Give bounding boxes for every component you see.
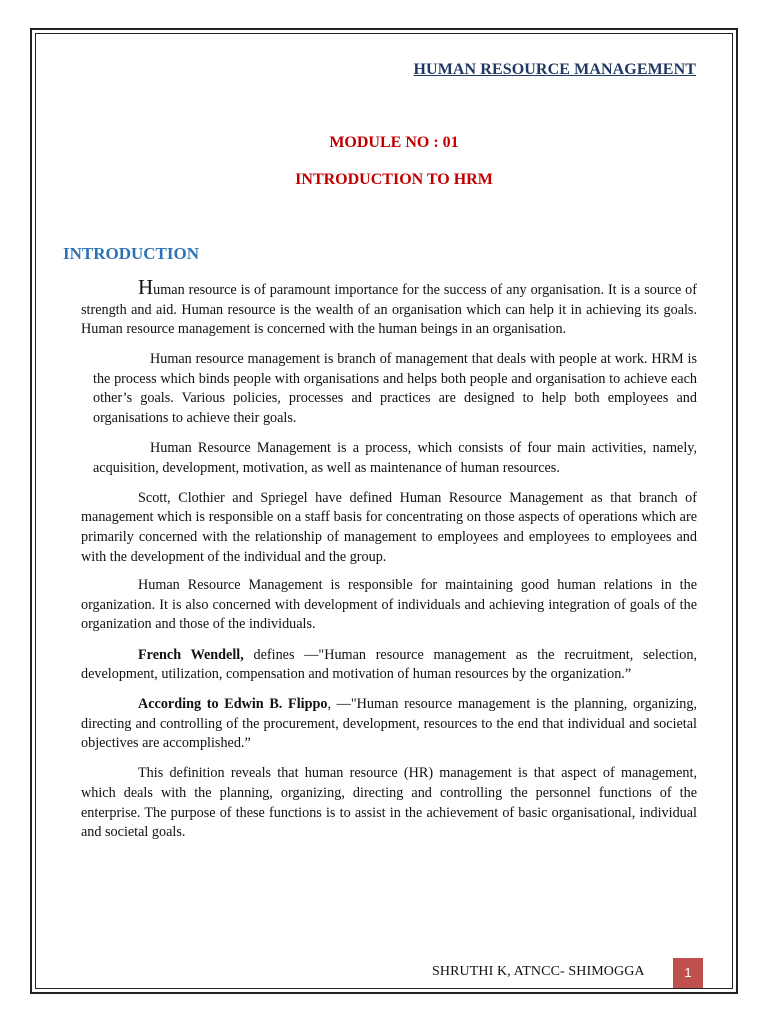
quote-author-wendell: French Wendell, (138, 646, 244, 663)
paragraph-4: Scott, Clothier and Spriegel have defined Human Resource Management as that branch of management which is responsible on a staff basis for concentrating on those aspects of operations which are primarily concerned with the relationship of management to employees and employees to employees and with the development of the individual and the group. (81, 489, 697, 565)
paragraph-6-text: defines —"Human resource management as the recruitment, selection, development, utilization, compensation and motivation of human resources by the organization.” (81, 646, 697, 683)
module-title: INTRODUCTION TO HRM (295, 171, 493, 188)
paragraph-7-text: , —"Human resource management is the planning, organizing, directing and controlling of the procurement, development, resources to the end that individual and societal objectives are accomplished.” (81, 696, 697, 752)
section-heading: INTRODUCTION (63, 244, 200, 263)
body-text (81, 275, 697, 853)
page-number-badge: 1 (673, 958, 703, 988)
paragraph-1 (81, 275, 697, 340)
paragraph-3: Human Resource Management is a process, which consists of four main activities, namely, acquisition, development, motivation, as well as maintenance of human resources. (93, 440, 697, 476)
paragraph-1-text: uman resource is of paramount importance for the success of any organisation. It is a source of strength and aid. Human resource is the wealth of an organisation which can help it in achieving its goals. Human resource management is concerned with the human beings in an organisation. (81, 282, 697, 338)
document-header-title: HUMAN RESOURCE MANAGEMENT (413, 61, 696, 78)
paragraph-5: Human Resource Management is responsible for maintaining good human relations in the organization. It is also concerned with development of individuals and achieving integration of goals of the organization and those of the individuals. (81, 577, 697, 633)
footer-author: SHRUTHI K, ATNCC- SHIMOGGA (432, 964, 645, 979)
module-number: MODULE NO : 01 (329, 134, 459, 151)
paragraph-2: Human resource management is branch of management that deals with people at work. HRM is the process which binds people with organisations and helps both people and organisation to achieve each other’s goals. Various policies, processes and practices are designed to help both employees and organisations to achieve their goals. (93, 351, 697, 427)
quote-author-flippo: According to Edwin B. Flippo (138, 696, 328, 713)
paragraph-8: This definition reveals that human resource (HR) management is that aspect of management, which deals with the planning, organizing, directing and controlling the personnel functions of the enterprise. The purpose of these functions is to assist in the achievement of basic organisational, individual and societal goals. (81, 765, 697, 841)
drop-cap: H (138, 275, 154, 299)
paragraph-6 (81, 646, 697, 685)
paragraph-7 (81, 695, 697, 754)
